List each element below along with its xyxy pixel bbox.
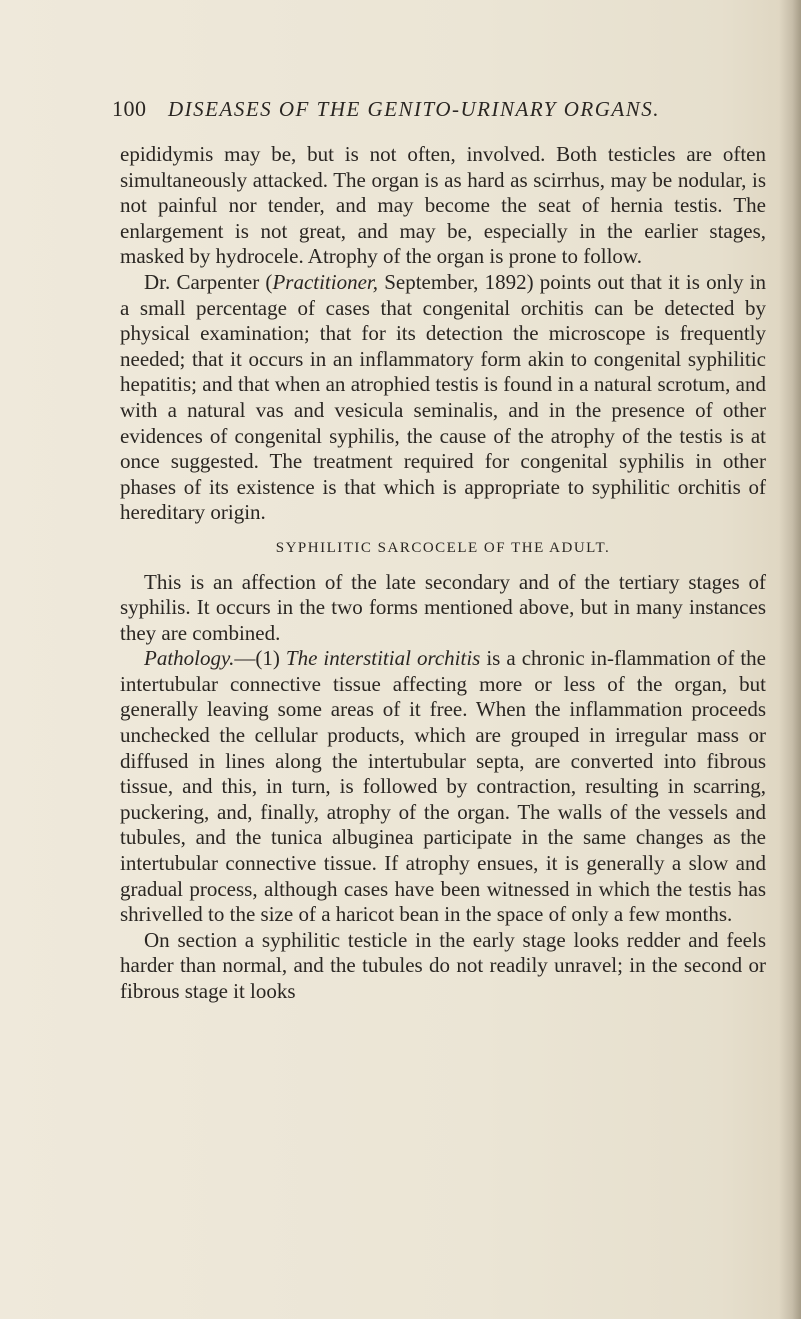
paragraph: epididymis may be, but is not often, involved. Both testicles are often simultaneously attacked. The organ is as hard as scirrhus, may be nodular, is not painful nor tender, and may become the seat of hernia testis. The enlargement is not great, and may be, especially in the earlier stages, masked by hydrocele. Atrophy of the organ is prone to follow. [120,142,766,269]
paragraph-text: Dr. Carpenter ( [144,269,273,294]
running-title: DISEASES OF THE GENITO-URINARY ORGANS. [168,97,660,121]
page-gutter-shadow [779,0,801,1319]
term: The interstitial orchitis [285,646,481,671]
paragraph [120,646,766,928]
paragraph-text: September, 1892) points out that it is only in a small percentage of cases that congenital orchitis can be detected by physical examination; that for its detection the microscope is frequently needed; that it occurs in an inflammatory form akin to congenital syphilitic hepatitis; and that when an atrophied testis is found in a natural scrotum, and with a natural vas and vesicula seminalis, and in the presence of other evidences of congenital syphilis, the cause of the atrophy of the testis is at once suggested. The treatment required for congenital syphilis in other phases of its existence is that which is appropriate to syphilitic orchitis of hereditary origin. [120,269,766,525]
paragraph-text: —(1) [234,646,286,671]
body-text [120,142,766,1005]
journal-title: Practitioner, [272,269,379,294]
running-header [112,96,752,132]
paragraph-text: is a chronic in-flammation of the intertubular connective tissue affecting more or less of the organ, but generally leaving some areas of it free. When the inflammation proceeds unchecked the cellular products, which are grouped in irregular mass or diffused in lines along the intertubular septa, are converted into fibrous tissue, and this, in turn, is followed by contraction, resulting in scarring, puckering, and, finally, atrophy of the organ. The walls of the vessels and tubules, and the tunica albuginea participate in the same changes as the intertubular connective tissue. If atrophy ensues, it is generally a slow and gradual process, although cases have been witnessed in which the testis has shrivelled to the size of a haricot bean in the space of only a few months. [120,646,766,927]
paragraph: On section a syphilitic testicle in the early stage looks redder and feels harder than normal, and the tubules do not readily unravel; in the second or fibrous stage it looks [120,927,766,1003]
subheading: Pathology. [144,646,235,671]
section-heading: SYPHILITIC SARCOCELE OF THE ADULT. [275,539,611,556]
page-number: 100 [112,96,147,121]
paragraph: This is an affection of the late secondary and of the tertiary stages of syphilis. It occurs in the two forms mentioned above, but in many instances they are combined. [120,569,766,645]
paragraph [120,270,766,526]
